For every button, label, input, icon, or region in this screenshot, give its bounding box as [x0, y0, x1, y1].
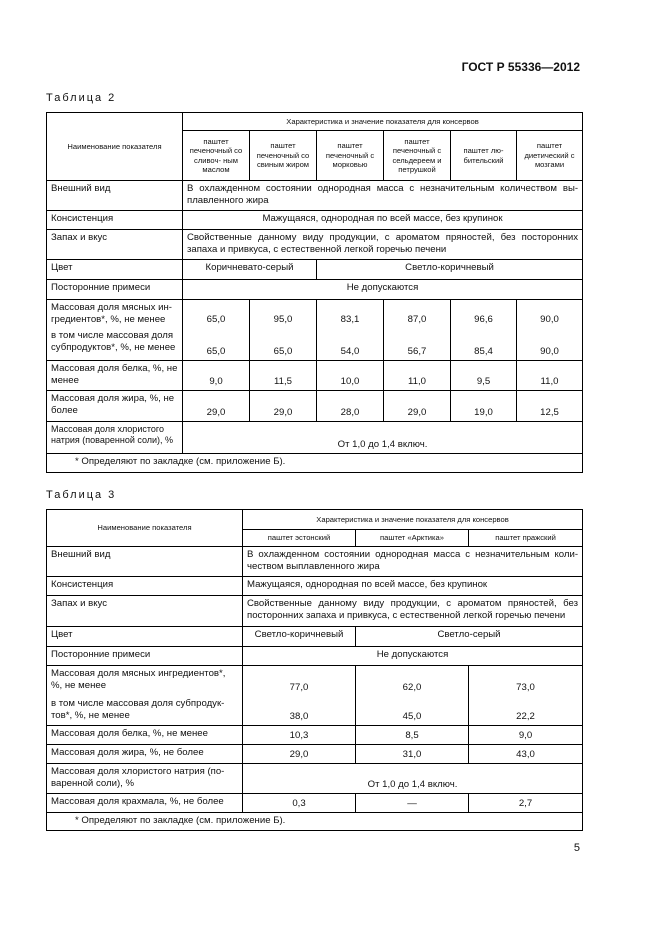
row-name: Внешний вид: [47, 181, 183, 211]
value-cell: 87,0: [384, 300, 451, 329]
table2-product-header: паштет печеночный со сливоч- ным маслом: [183, 131, 250, 181]
table-row: [47, 577, 583, 596]
page-number: 5: [573, 842, 580, 854]
row-name: Консистенция: [47, 577, 243, 596]
value-cell: 10,0: [317, 360, 384, 390]
value-cell: 83,1: [317, 300, 384, 329]
row-value: Светло-серый: [356, 627, 583, 647]
table-row: [47, 627, 583, 647]
table-row: [47, 300, 583, 329]
row-value: Светло-коричневый: [317, 260, 583, 280]
value-cell: 45,0: [356, 696, 469, 726]
value-cell: 90,0: [517, 328, 583, 360]
table3-product-header: паштет «Арктика»: [356, 530, 469, 547]
row-name: Массовая доля жира, %, не более: [47, 745, 243, 764]
table2-product-header: паштет диетический с мозгами: [517, 131, 583, 181]
table3-head-group: Характеристика и значение показателя для консервов: [243, 510, 583, 530]
row-name: Цвет: [47, 260, 183, 280]
table2-product-header: паштет печеночный со свиным жиром: [250, 131, 317, 181]
value-cell: 95,0: [250, 300, 317, 329]
value-cell: 29,0: [243, 745, 356, 764]
row-name: Посторонние примеси: [47, 280, 183, 300]
row-name: Массовая доля мясных ин- гредиентов*, %, не менее: [47, 300, 183, 329]
row-value: Свойственные данному виду продукции, с ароматом пряностей, без посторонних запаха и привкуса, с естественной легкой горечью печени: [243, 596, 583, 627]
table-row: [47, 211, 583, 230]
table3-head-name: Наименование показателя: [47, 510, 243, 547]
row-name: Массовая доля белка, %, не менее: [47, 726, 243, 745]
value-cell: —: [356, 794, 469, 813]
row-value: Коричневато-серый: [183, 260, 317, 280]
row-name: Запах и вкус: [47, 596, 243, 627]
table2-footnote: * Определяют по закладке (см. приложение Б).: [47, 453, 583, 472]
table2-caption: Таблица 2: [46, 92, 117, 104]
table-row: [47, 360, 583, 390]
row-value: Не допускаются: [183, 280, 583, 300]
row-value: Мажущаяся, однородная по всей массе, без крупинок: [243, 577, 583, 596]
value-cell: 2,7: [469, 794, 583, 813]
table3-footnote: * Определяют по закладке (см. приложение Б).: [47, 813, 583, 831]
row-name: Массовая доля жира, %, не более: [47, 390, 183, 421]
value-cell: 29,0: [250, 390, 317, 421]
value-cell: 31,0: [356, 745, 469, 764]
value-cell: 65,0: [183, 328, 250, 360]
row-value: В охлажденном состоянии однородная масса с незначительным количеством вы- плавленного жира: [183, 181, 583, 211]
table2-product-header: паштет печеночный с морковью: [317, 131, 384, 181]
value-cell: 9,0: [183, 360, 250, 390]
row-name: Массовая доля белка, %, не менее: [47, 360, 183, 390]
row-name: Консистенция: [47, 211, 183, 230]
row-name: Посторонние примеси: [47, 647, 243, 666]
value-cell: 9,5: [451, 360, 517, 390]
table-row: [47, 666, 583, 696]
value-cell: 65,0: [183, 300, 250, 329]
row-name: Запах и вкус: [47, 230, 183, 260]
value-cell: 54,0: [317, 328, 384, 360]
table-row: [47, 745, 583, 764]
row-name: в том числе массовая доля субпродук- тов*, %, не менее: [47, 696, 243, 726]
table2-head-name: Наименование показателя: [47, 113, 183, 181]
row-name: Массовая доля мясных ингредиентов*, %, не менее: [47, 666, 243, 696]
table-row: [47, 260, 583, 280]
value-cell: 96,6: [451, 300, 517, 329]
table-row: [47, 596, 583, 627]
row-name: Массовая доля крахмала, %, не более: [47, 794, 243, 813]
row-value: Светло-коричневый: [243, 627, 356, 647]
value-cell: 22,2: [469, 696, 583, 726]
table-row: [47, 421, 583, 453]
value-cell: 90,0: [517, 300, 583, 329]
value-cell: 10,3: [243, 726, 356, 745]
table2-product-header: паштет печеночный с сельдереем и петрушкой: [384, 131, 451, 181]
value-cell: 65,0: [250, 328, 317, 360]
table-row: [47, 696, 583, 726]
value-cell: 73,0: [469, 666, 583, 696]
table3-product-header: паштет пражский: [469, 530, 583, 547]
table-row: [47, 390, 583, 421]
table-row: [47, 181, 583, 211]
row-name: Цвет: [47, 627, 243, 647]
table2-head-group: Характеристика и значение показателя для консервов: [183, 113, 583, 131]
row-value: От 1,0 до 1,4 включ.: [183, 421, 583, 453]
value-cell: 19,0: [451, 390, 517, 421]
row-value: От 1,0 до 1,4 включ.: [243, 764, 583, 794]
value-cell: 11,5: [250, 360, 317, 390]
value-cell: 38,0: [243, 696, 356, 726]
row-name: Массовая доля хлористого натрия (по- варенной соли), %: [47, 764, 243, 794]
value-cell: 9,0: [469, 726, 583, 745]
value-cell: 56,7: [384, 328, 451, 360]
value-cell: 28,0: [317, 390, 384, 421]
table-row: [47, 230, 583, 260]
value-cell: 11,0: [517, 360, 583, 390]
row-name: Внешний вид: [47, 547, 243, 577]
row-value: Свойственные данному виду продукции, с ароматом пряностей, без посторонних запаха и привкуса, с естественной легкой горечью печени: [183, 230, 583, 260]
table2-product-header: паштет лю- бительский: [451, 131, 517, 181]
table-row: [47, 764, 583, 794]
table-row: [47, 794, 583, 813]
row-value: Мажущаяся, однородная по всей массе, без крупинок: [183, 211, 583, 230]
table-row: [47, 547, 583, 577]
table3: [46, 509, 583, 831]
row-name: Массовая доля хлористого натрия (поваренной соли), %: [47, 421, 183, 453]
value-cell: 11,0: [384, 360, 451, 390]
row-value: В охлажденном состоянии однородная масса с незначительным коли- чеством выплавленного жира: [243, 547, 583, 577]
value-cell: 8,5: [356, 726, 469, 745]
value-cell: 12,5: [517, 390, 583, 421]
value-cell: 43,0: [469, 745, 583, 764]
value-cell: 29,0: [384, 390, 451, 421]
value-cell: 62,0: [356, 666, 469, 696]
table3-caption: Таблица 3: [46, 489, 117, 501]
table-row: [47, 328, 583, 360]
value-cell: 0,3: [243, 794, 356, 813]
value-cell: 85,4: [451, 328, 517, 360]
standard-number: ГОСТ Р 55336—2012: [461, 60, 580, 74]
table3-product-header: паштет эстонский: [243, 530, 356, 547]
table-row: [47, 726, 583, 745]
table-row: [47, 647, 583, 666]
table-row: [47, 280, 583, 300]
row-value: Не допускаются: [243, 647, 583, 666]
table2: [46, 112, 583, 473]
row-name: в том числе массовая доля субпродуктов*, %, не менее: [47, 328, 183, 360]
value-cell: 77,0: [243, 666, 356, 696]
value-cell: 29,0: [183, 390, 250, 421]
